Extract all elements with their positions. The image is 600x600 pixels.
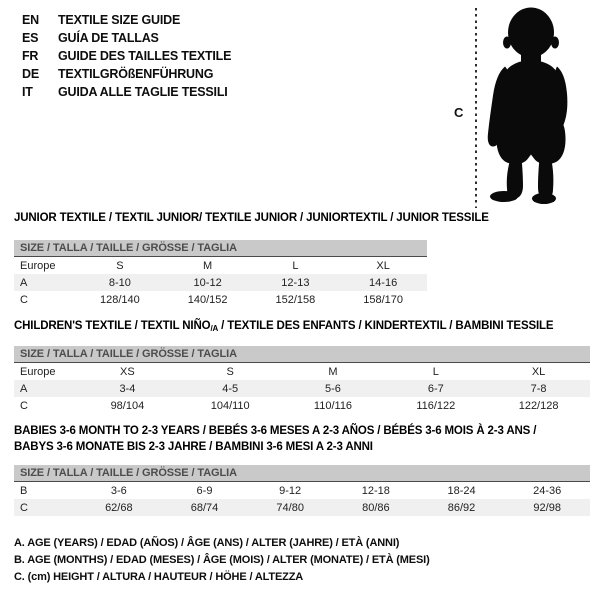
lang-code: ES (22, 31, 39, 45)
table-row-age (14, 380, 590, 397)
row-label: C (20, 399, 28, 412)
baby-silhouette-icon (481, 4, 581, 207)
table-row-age-months (14, 482, 590, 499)
babies-section-title-line1: BABIES 3-6 MONTH TO 2-3 YEARS / BEBÉS 3-6 MESES A 2-3 AÑOS / BÉBÉS 3-6 MOIS À 2-3 ANS / (14, 425, 537, 437)
lang-title: TEXTILGRÖßENFÜHRUNG (58, 67, 214, 81)
age-cell: 5-6 (325, 382, 341, 395)
size-cell: XL (531, 365, 546, 378)
age-cell: 12-13 (281, 276, 310, 289)
height-cell: 140/152 (187, 293, 228, 306)
table-row-height (14, 499, 590, 516)
lang-title: TEXTILE SIZE GUIDE (58, 13, 181, 27)
age-cell: 3-4 (119, 382, 136, 395)
size-header-bar: SIZE / TALLA / TAILLE / GRÖSSE / TAGLIA (14, 346, 590, 363)
height-cell: 128/140 (99, 293, 140, 306)
age-cell: 10-12 (193, 276, 222, 289)
age-cell: 9-12 (279, 484, 302, 497)
age-cell: 6-9 (196, 484, 213, 497)
size-cell: M (328, 365, 338, 378)
height-cell: 110/116 (313, 399, 353, 412)
children-size-table (14, 346, 590, 414)
lang-code: FR (22, 49, 39, 63)
age-cell: 24-36 (533, 484, 562, 497)
row-label: B (20, 484, 28, 497)
height-cell: 86/92 (447, 501, 476, 514)
height-cell: 122/128 (518, 399, 559, 412)
lang-code: DE (22, 67, 39, 81)
height-cell: 80/86 (362, 501, 390, 514)
row-label: C (20, 293, 28, 306)
table-row-height (14, 291, 427, 308)
children-title-sub: /A (210, 324, 219, 333)
height-cell: 98/104 (110, 399, 145, 412)
table-row-europe (14, 257, 427, 274)
table-row-age (14, 274, 427, 291)
lang-code: EN (22, 13, 39, 27)
children-title-post: / TEXTILE DES ENFANTS / KINDERTEXTIL / BAMBINI TESSILE (218, 320, 554, 332)
age-cell: 3-6 (110, 484, 127, 497)
measure-c-label: C (454, 105, 464, 120)
age-cell: 18-24 (447, 484, 476, 497)
age-cell: 14-16 (369, 276, 398, 289)
age-cell: 8-10 (108, 276, 131, 289)
legend-height: C. (cm) HEIGHT / ALTURA / HAUTEUR / HÖHE / ALTEZZA (14, 571, 304, 583)
lang-title: GUÍA DE TALLAS (58, 31, 159, 45)
size-header-bar: SIZE / TALLA / TAILLE / GRÖSSE / TAGLIA (14, 465, 590, 482)
height-cell: 158/170 (363, 293, 403, 306)
lang-row-es (22, 29, 231, 47)
junior-size-table (14, 240, 427, 308)
junior-section-title: JUNIOR TEXTILE / TEXTIL JUNIOR/ TEXTILE JUNIOR / JUNIORTEXTIL / JUNIOR TESSILE (14, 212, 489, 224)
babies-section-title-line2: BABYS 3-6 MONATE BIS 2-3 JAHRE / BAMBINI 3-6 MESI A 2-3 ANNI (14, 441, 373, 453)
children-title-pre: CHILDREN'S TEXTILE / TEXTIL NIÑO (14, 320, 211, 332)
legend-age-years: A. AGE (YEARS) / EDAD (AÑOS) / ÂGE (ANS) / ALTER (JAHRE) / ETÀ (ANNI) (14, 537, 400, 549)
row-label: C (20, 501, 28, 514)
height-dashed-line (475, 8, 477, 208)
height-cell: 104/110 (210, 399, 250, 412)
legend-age-months: B. AGE (MONTHS) / EDAD (MESES) / ÂGE (MOIS) / ALTER (MONATE) / ETÀ (MESI) (14, 554, 430, 566)
lang-code: IT (22, 85, 33, 99)
language-title-list (22, 11, 231, 101)
size-header-bar: SIZE / TALLA / TAILLE / GRÖSSE / TAGLIA (14, 240, 427, 257)
row-label: A (20, 382, 28, 395)
height-cell: 92/98 (533, 501, 561, 514)
height-measure-figure (450, 4, 585, 210)
age-cell: 6-7 (427, 382, 444, 395)
age-cell: 12-18 (361, 484, 390, 497)
height-cell: 152/158 (275, 293, 316, 306)
lang-row-de (22, 65, 231, 83)
lang-title: GUIDE DES TAILLES TEXTILE (58, 49, 232, 63)
size-cell: L (292, 259, 299, 272)
height-cell: 74/80 (276, 501, 304, 514)
height-cell: 62/68 (105, 501, 133, 514)
row-label: Europe (20, 259, 56, 272)
lang-row-en (22, 11, 231, 29)
size-cell: M (203, 259, 213, 272)
lang-title: GUIDA ALLE TAGLIE TESSILI (58, 85, 228, 99)
children-section-title (14, 320, 553, 333)
age-cell: 4-5 (222, 382, 239, 395)
size-cell: L (432, 365, 439, 378)
table-row-height (14, 397, 590, 414)
row-label: A (20, 276, 28, 289)
age-cell: 7-8 (530, 382, 547, 395)
lang-row-fr (22, 47, 231, 65)
row-label: Europe (20, 365, 56, 378)
size-cell: XL (376, 259, 390, 272)
measure-legend (14, 535, 430, 586)
size-cell: S (226, 365, 234, 378)
babies-size-table (14, 465, 590, 516)
size-cell: S (116, 259, 124, 272)
height-cell: 116/122 (416, 399, 456, 412)
lang-row-it (22, 83, 231, 101)
height-cell: 68/74 (190, 501, 219, 514)
size-cell: XS (120, 365, 135, 378)
table-row-europe (14, 363, 590, 380)
